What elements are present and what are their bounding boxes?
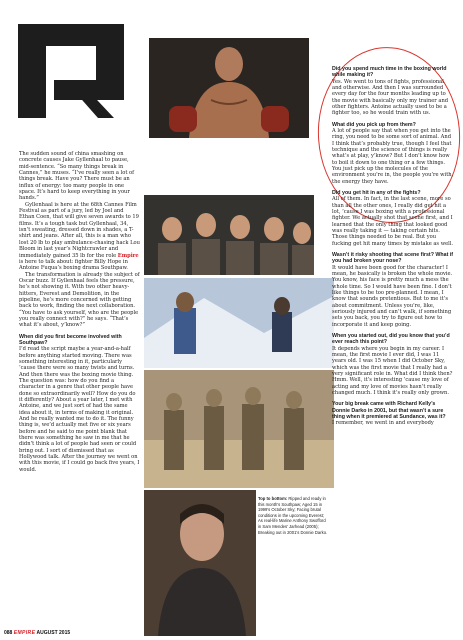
intro-paragraph-2 <box>19 202 140 272</box>
page-number: 088 <box>4 630 13 636</box>
photo-caption <box>258 496 328 535</box>
question-r1: Did you spend much time in the boxing world while making it? <box>332 66 447 79</box>
page-footer <box>4 630 70 636</box>
magazine-name: EMPIRE <box>13 630 36 636</box>
intro-paragraph-2-tail: is here to talk about: fighter Billy Hope in Antoine Fuqua’s boxing drama Southpaw. <box>19 258 128 272</box>
header-strip <box>0 0 463 12</box>
photo-mountain <box>144 278 334 368</box>
answer-r3: All of them. In fact, in the last scene, more so than all the other ones, I really did get hit a lot, ’cause I was boxing with a professional fighter. We actually shot that scene first, and I learned that the only thing that looked good was really taking it — taking certain hits. Those things needed to be real. But you fucking get hit many times by mistake as well. <box>332 196 454 247</box>
question-r3: Did you get hit in any of the fights? <box>332 190 421 197</box>
intro-paragraph-2-text: Gyllenhaal is here at the 68th Cannes Film Festival as part of a jury, led by Joel and Ethan Coen, that will give seven awards to 19 films. It’s a tough task but Gyllenhaal, 34, isn’t sweating, dressed down in shades, a T-shirt and jeans. After all, this is a man who lost 20 lb to play ambulance-chasing hack Lou Bloom in last year’s Nightcrawler and immediately gained 35 lb for the role <box>19 201 140 259</box>
answer-r1: Yes. We went to tons of fights, professional and otherwise. And then I was surrounded every day for the four months leading up to the movie with basically only my trainer and other fighters. Antoine actually used to be a fighter too, so he would train with us. <box>332 78 449 117</box>
photo-group <box>144 195 314 275</box>
caption-text: Ripped and ready in this month's Southpaw; Aged 15 in 1999's October Sky; Facing brutal conditions in the upcoming Everest; As real-life Marine Anthony Swofford in Sam Mendes' Jarhead (2005); Breaking out in 2001's Donnie Darko. <box>258 496 328 535</box>
photo-darko <box>144 490 256 636</box>
answer-r4: It would have been good for the character! I mean, he basically is broken the whole movie. You know, his face is pretty much a mess the whole time. So I would have been fine. I don’t like things to be too pre-planned. I mean, I know that sounds pretentious. But to me it’s about commitment. Unless you’re, like, seriously injured and can’t walk, if something sets you back, you try to figure out how to incorporate it and keep going. <box>332 264 453 328</box>
answer-1: I’d read the script maybe a year-and-a-half before anything started moving. There was something interesting in it, particularly ’cause there were so many twists and turns. And then there was the boxing movie thing. The question was: how do you find a character in a genre that other people have done so extraordinarily well? How do you do it differently? About a year later, I met with Antoine, and we just sort of had the same idea about it, in terms of making it original. And he really wanted me to do it. The funny thing is, we’d actually met five or six years before and he said to me point blank that there was something he saw in me that he didn’t think a lot of people had seen or could bring out. I sort of dismissed that as Hollywood talk. After the journey we went on with this movie, if I could go back five years, I would. <box>19 346 140 473</box>
big-q-icon <box>18 24 124 118</box>
answer-r2: A lot of people say that when you get into the ring, you need to be some sort of animal. And I think that’s probably true, though I feel that technique and the science of things is really what’s at play, y’know? But I don’t know how to boil it down to one thing or a few things. You just pick up the molecules of the environment you’re in, the people you’re with, the energy they have. <box>332 127 454 185</box>
caption-lead: Top to bottom: <box>258 496 288 501</box>
brand-name: Empire <box>117 252 139 259</box>
intro-paragraph-1: The sudden sound of china smashing on concrete causes Jake Gyllenhaal to pause, mid-sentence. “So many things break in Cannes,” he muses. “I’ve really seen a lot of things break. Have you? There must be an influx of energy: too many people in one space. It’s hard to keep everything in your hands.” <box>19 151 135 202</box>
question-r6: Your big break came with Richard Kelly’s Donnie Darko in 2001, but that wasn’t a sure thing when it premiered at Sundance, was it? <box>332 401 446 421</box>
answer-r5: It depends where you begin in my career. I mean, the first movie I ever did, I was 11 years old. I was 15 when I did October Sky, which was the first movie that I really had a very significant role in. What did I think then? Hmm. Well, it’s interesting ’cause my love of acting and my love of movies hasn’t really changed much. I think it’s really only grown. <box>332 345 453 397</box>
question-r4: Wasn’t it risky shooting that scene first? What if you had broken your nose? <box>332 252 454 265</box>
question-r5: When you started out, did you know that you’d ever reach this point? <box>332 333 450 346</box>
question-1: When did you first become involved with Southpaw? <box>19 333 122 346</box>
photo-soldiers <box>144 370 334 488</box>
issue-date: AUGUST 2015 <box>36 630 71 636</box>
photo-boxer <box>149 38 309 138</box>
right-column <box>332 66 454 428</box>
left-column <box>19 151 140 474</box>
intro-paragraph-3: The transformation is already the subject of Oscar buzz. If Gyllenhaal feels the pressure, he’s not showing it. With two other heavy-hitters, Everest and Demolition, in the pipeline, he’s more concerned with getting back to work, finding the next collaboration. “You have to ask yourself, who are the people you really connect with?” he says. “That’s what it’s about, y’know?” <box>19 271 140 329</box>
question-r2: What did you pick up from them? <box>332 121 416 128</box>
answer-r6: I remember, we went in and everybody <box>332 420 434 427</box>
